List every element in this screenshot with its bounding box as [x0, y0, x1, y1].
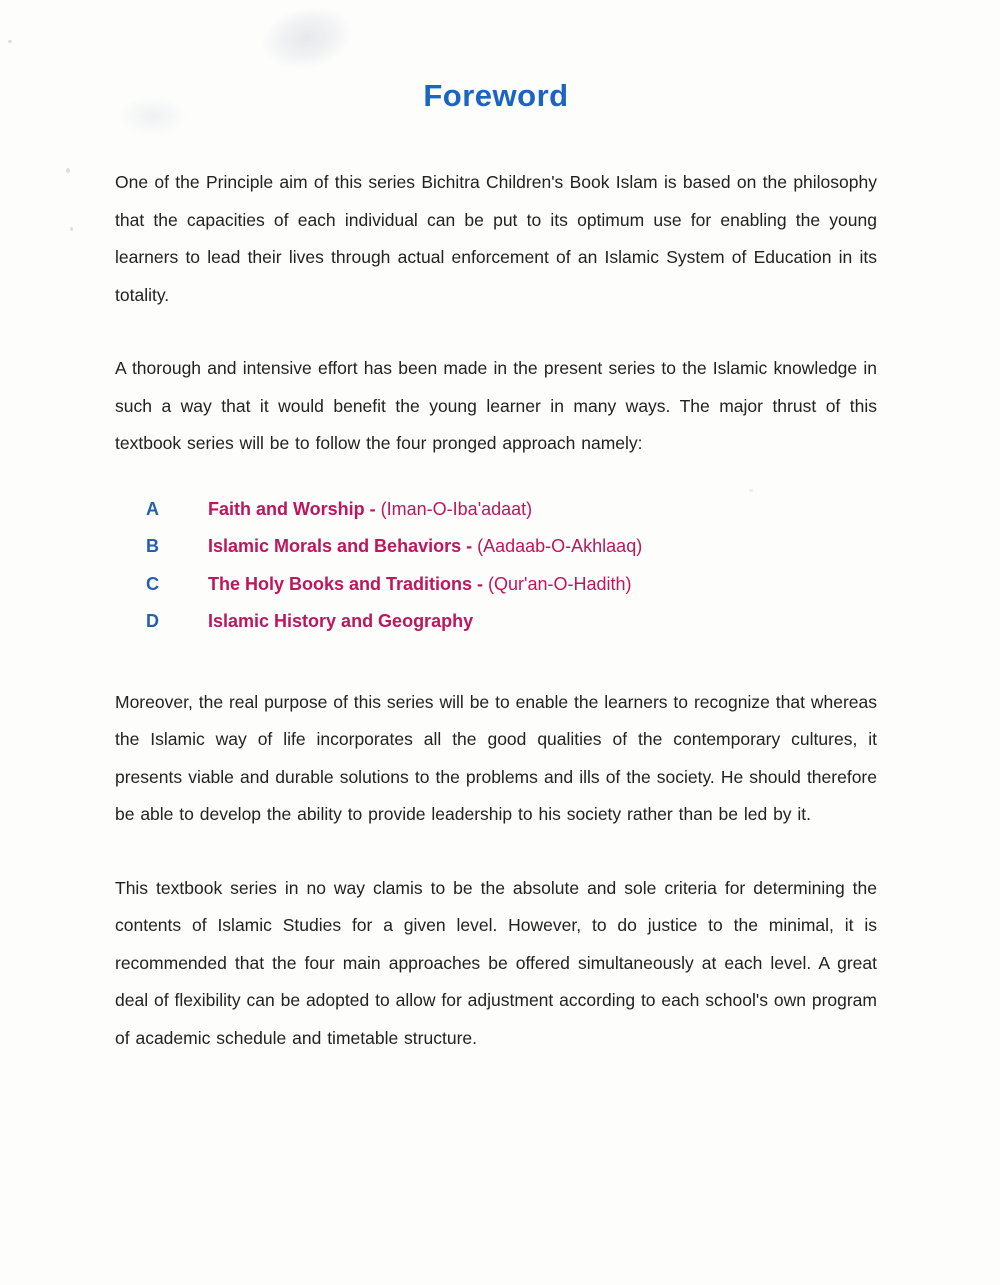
scan-speck	[8, 40, 12, 43]
page-title: Foreword	[423, 78, 569, 113]
list-item-title: Faith and Worship -	[208, 498, 381, 519]
list-item	[146, 499, 877, 537]
list-item-letter: C	[146, 573, 159, 594]
page-content	[115, 78, 877, 1057]
list-item-letter: B	[146, 536, 159, 556]
list-item	[146, 611, 877, 649]
list-item-title: The Holy Books and Traditions -	[208, 573, 489, 594]
scan-smudge	[257, 0, 358, 77]
list-item-letter: D	[146, 611, 159, 631]
paragraph-intro: One of the Principle aim of this series Bichitra Children's Book Islam is based on the philosophy that the capacities of each individual can be put to its optimum use for enabling the young learners to lead their lives through actual enforcement of an Islamic System of Education in its totality.	[115, 172, 877, 305]
paragraph-disclaimer: This textbook series in no way clamis to be the absolute and sole criteria for determining the contents of Islamic Studies for a given level. However, to do justice to the minimal, it is recommended that the four main approaches be offered simultaneously at each level. A great deal of flexibility can be adopted to allow for adjustment according to each school's own program of academic schedule and timetable structure.	[115, 877, 877, 1048]
list-item	[146, 536, 877, 574]
list-item	[146, 574, 877, 612]
approach-list	[146, 499, 877, 649]
paragraph-effort: A thorough and intensive effort has been made in the present series to the Islamic knowledge in such a way that it would benefit the young learner in many ways. The major thrust of this textbook series will be to follow the four pronged approach namely:	[115, 358, 877, 453]
list-item-subtitle: (Qur'an-O-Hadith)	[488, 573, 632, 594]
paragraph-purpose: Moreover, the real purpose of this series will be to enable the learners to recognize that whereas the Islamic way of life incorporates all the good qualities of the contemporary cultures, it presents viable and durable solutions to the problems and ills of the society. He should therefore be able to develop the ability to provide leadership to his society rather than be led by it.	[115, 691, 877, 824]
list-item-subtitle: (Iman-O-Iba'adaat)	[380, 498, 533, 519]
scan-speck	[66, 168, 70, 173]
list-item-subtitle: (Aadaab-O-Akhlaaq)	[477, 536, 643, 556]
list-item-title: Islamic History and Geography	[208, 611, 474, 631]
scan-speck	[70, 227, 73, 231]
list-item-letter: A	[146, 498, 159, 519]
list-item-title: Islamic Morals and Behaviors -	[208, 536, 478, 556]
